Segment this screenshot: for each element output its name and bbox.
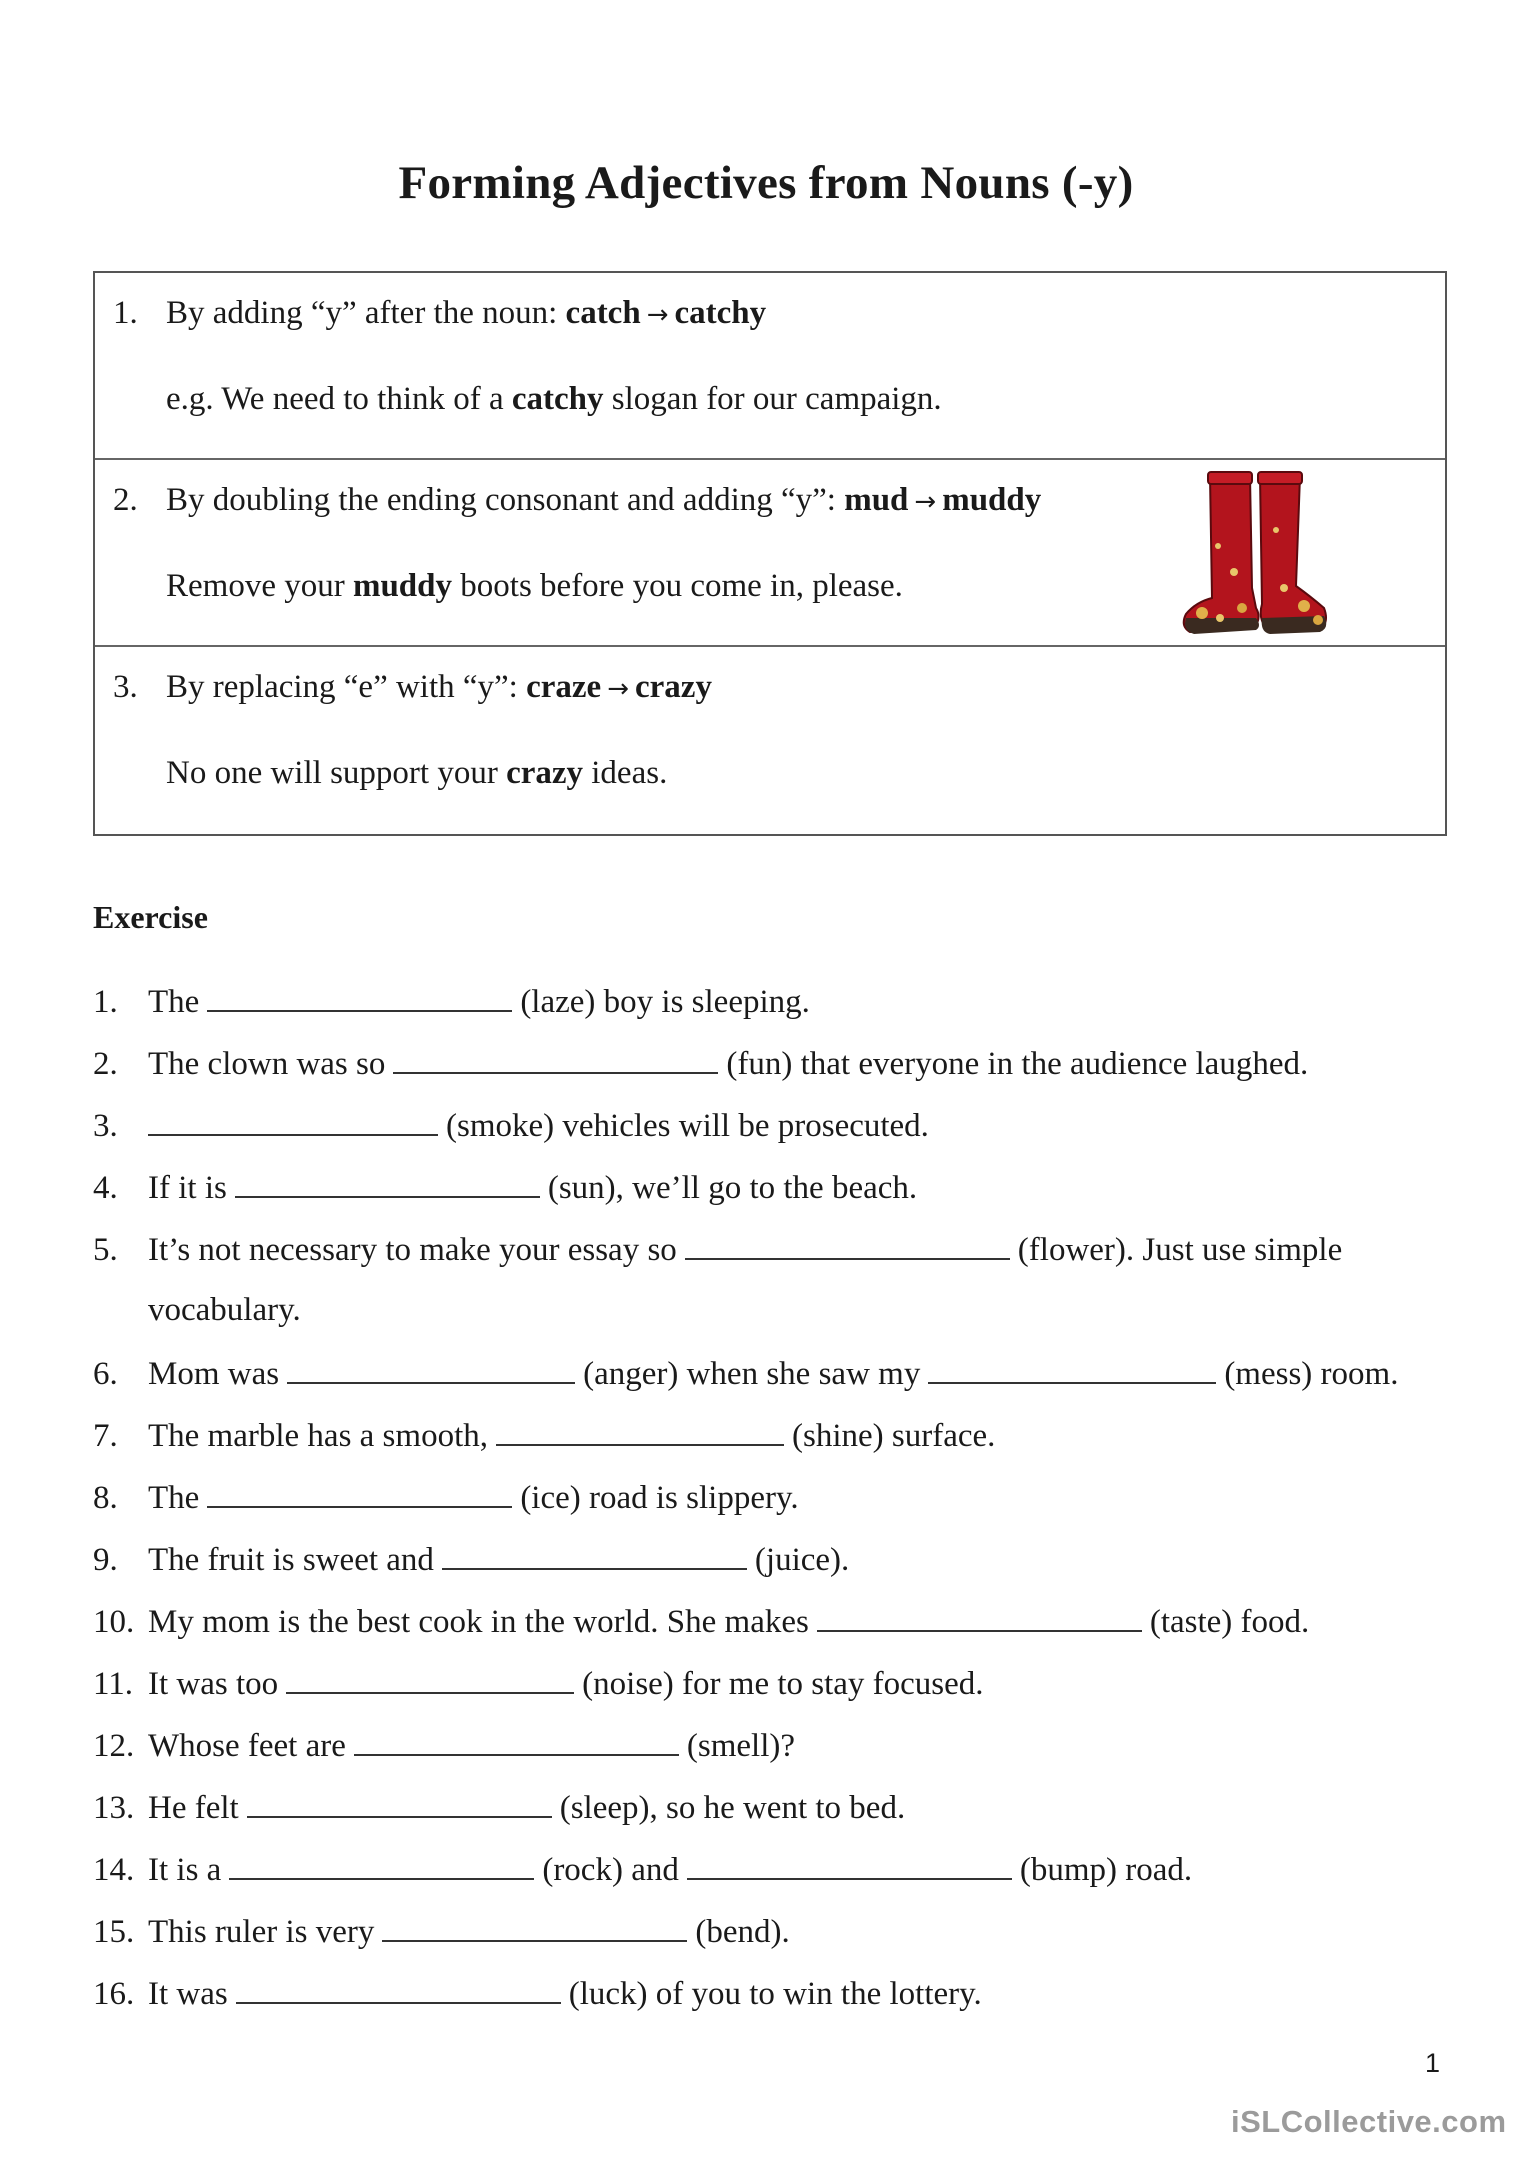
answer-blank[interactable] bbox=[687, 1850, 1012, 1880]
rule-number: 3. bbox=[113, 669, 138, 705]
rule-example bbox=[166, 755, 667, 792]
answer-blank[interactable] bbox=[685, 1230, 1010, 1260]
exercise-item bbox=[93, 1974, 982, 2013]
rule-text: By doubling the ending consonant and adding “y”: bbox=[166, 482, 845, 518]
rule-row-2 bbox=[95, 460, 1445, 647]
item-text: (sleep), so he went to bed. bbox=[559, 1790, 906, 1826]
answer-blank[interactable] bbox=[247, 1788, 552, 1818]
rule-row-3 bbox=[95, 647, 1445, 834]
rule-row-1 bbox=[95, 273, 1445, 460]
rule-example bbox=[166, 568, 903, 605]
item-number: 9. bbox=[93, 1542, 118, 1578]
item-text: It was bbox=[148, 1976, 228, 2012]
item-text: (flower). Just use simple bbox=[1017, 1232, 1343, 1268]
item-text: (sun), we’ll go to the beach. bbox=[547, 1170, 918, 1206]
example-adjective: muddy bbox=[352, 568, 453, 604]
arrow-icon: → bbox=[646, 300, 669, 330]
rule-description bbox=[113, 482, 1041, 519]
exercise-item bbox=[93, 1354, 1398, 1393]
item-number: 12. bbox=[93, 1728, 135, 1764]
item-text: It was too bbox=[148, 1666, 279, 1702]
answer-blank[interactable] bbox=[928, 1354, 1216, 1384]
exercise-item bbox=[93, 1602, 1309, 1641]
exercise-item bbox=[93, 1230, 1342, 1269]
item-number: 11. bbox=[93, 1666, 134, 1702]
item-text: (laze) boy is sleeping. bbox=[520, 984, 810, 1020]
rule-noun: mud bbox=[844, 482, 909, 518]
item-text: (mess) room. bbox=[1224, 1356, 1399, 1392]
example-text: boots before you come in, please. bbox=[452, 568, 903, 604]
item-text: (noise) for me to stay focused. bbox=[582, 1666, 984, 1702]
rule-text: By adding “y” after the noun: bbox=[166, 295, 566, 331]
item-text: If it is bbox=[148, 1170, 227, 1206]
rule-adjective: crazy bbox=[635, 669, 712, 705]
item-text: The fruit is sweet and bbox=[148, 1542, 434, 1578]
exercise-item bbox=[93, 1726, 795, 1765]
exercise-item-continued bbox=[93, 1292, 301, 1329]
arrow-icon: → bbox=[914, 487, 937, 517]
answer-blank[interactable] bbox=[207, 982, 512, 1012]
example-adjective: crazy bbox=[506, 755, 584, 791]
exercise-item bbox=[93, 1850, 1192, 1889]
answer-blank[interactable] bbox=[148, 1106, 438, 1136]
item-text: (smoke) vehicles will be prosecuted. bbox=[446, 1108, 929, 1144]
example-text: slogan for our campaign. bbox=[603, 381, 942, 417]
rule-noun: catch bbox=[565, 295, 641, 331]
exercise-item bbox=[93, 1788, 905, 1827]
item-text: The marble has a smooth, bbox=[148, 1418, 488, 1454]
rule-text: By replacing “e” with “y”: bbox=[166, 669, 527, 705]
item-number: 1. bbox=[93, 984, 118, 1020]
answer-blank[interactable] bbox=[236, 1974, 561, 2004]
item-number: 4. bbox=[93, 1170, 118, 1206]
item-number: 16. bbox=[93, 1976, 135, 2012]
answer-blank[interactable] bbox=[354, 1726, 679, 1756]
item-text: Mom was bbox=[148, 1356, 280, 1392]
exercise-item bbox=[93, 1912, 790, 1951]
item-text: (fun) that everyone in the audience laughed. bbox=[726, 1046, 1309, 1082]
rule-number: 2. bbox=[113, 482, 138, 518]
item-number: 7. bbox=[93, 1418, 118, 1454]
exercise-heading: Exercise bbox=[93, 899, 208, 935]
item-text: (anger) when she saw my bbox=[583, 1356, 921, 1392]
exercise-item bbox=[93, 982, 810, 1021]
red-boots-icon bbox=[1172, 468, 1332, 644]
item-number: 5. bbox=[93, 1232, 118, 1268]
answer-blank[interactable] bbox=[817, 1602, 1142, 1632]
item-text: It is a bbox=[148, 1852, 222, 1888]
item-text: vocabulary. bbox=[148, 1292, 301, 1328]
answer-blank[interactable] bbox=[286, 1664, 574, 1694]
item-text: This ruler is very bbox=[148, 1914, 375, 1950]
page-title: Forming Adjectives from Nouns (-y) bbox=[398, 157, 1134, 209]
item-text: It’s not necessary to make your essay so bbox=[148, 1232, 677, 1268]
rule-adjective: catchy bbox=[674, 295, 767, 331]
item-text: (shine) surface. bbox=[792, 1418, 996, 1454]
watermark: iSLCollective.com bbox=[1231, 2104, 1507, 2139]
exercise-item bbox=[93, 1416, 995, 1455]
arrow-icon: → bbox=[607, 674, 629, 704]
example-text: No one will support your bbox=[166, 755, 507, 791]
item-number: 6. bbox=[93, 1356, 118, 1392]
rule-description bbox=[113, 295, 766, 332]
answer-blank[interactable] bbox=[382, 1912, 687, 1942]
item-number: 10. bbox=[93, 1604, 135, 1640]
item-text: (juice). bbox=[754, 1542, 850, 1578]
example-text: Remove your bbox=[166, 568, 353, 604]
item-number: 14. bbox=[93, 1852, 135, 1888]
answer-blank[interactable] bbox=[393, 1044, 718, 1074]
rule-noun: craze bbox=[526, 669, 602, 705]
answer-blank[interactable] bbox=[496, 1416, 784, 1446]
rule-description bbox=[113, 669, 712, 706]
item-number: 2. bbox=[93, 1046, 118, 1082]
item-text: The bbox=[148, 1480, 200, 1516]
page-number: 1 bbox=[1425, 2048, 1441, 2078]
item-number: 15. bbox=[93, 1914, 135, 1950]
item-number: 13. bbox=[93, 1790, 135, 1826]
rule-example bbox=[166, 381, 942, 418]
example-text: e.g. We need to think of a bbox=[166, 381, 512, 417]
item-text: (luck) of you to win the lottery. bbox=[568, 1976, 982, 2012]
answer-blank[interactable] bbox=[207, 1478, 512, 1508]
answer-blank[interactable] bbox=[442, 1540, 747, 1570]
item-text: My mom is the best cook in the world. She makes bbox=[148, 1604, 809, 1640]
answer-blank[interactable] bbox=[229, 1850, 534, 1880]
item-text: (bump) road. bbox=[1019, 1852, 1193, 1888]
exercise-item bbox=[93, 1106, 929, 1145]
exercise-item bbox=[93, 1044, 1308, 1083]
rule-number: 1. bbox=[113, 295, 138, 331]
item-text: The bbox=[148, 984, 200, 1020]
item-text: Whose feet are bbox=[148, 1728, 346, 1764]
item-text: The clown was so bbox=[148, 1046, 386, 1082]
rules-table bbox=[93, 271, 1447, 836]
item-text: He felt bbox=[148, 1790, 239, 1826]
item-number: 8. bbox=[93, 1480, 118, 1516]
answer-blank[interactable] bbox=[235, 1168, 540, 1198]
answer-blank[interactable] bbox=[287, 1354, 575, 1384]
example-text: ideas. bbox=[583, 755, 668, 791]
example-adjective: catchy bbox=[511, 381, 604, 417]
exercise-item bbox=[93, 1478, 799, 1517]
item-text: (smell)? bbox=[686, 1728, 795, 1764]
item-text: (rock) and bbox=[542, 1852, 679, 1888]
item-text: (taste) food. bbox=[1149, 1604, 1310, 1640]
rule-adjective: muddy bbox=[942, 482, 1042, 518]
exercise-item bbox=[93, 1168, 917, 1207]
exercise-item bbox=[93, 1664, 984, 1703]
exercise-item bbox=[93, 1540, 849, 1579]
item-number: 3. bbox=[93, 1108, 118, 1144]
item-text: (ice) road is slippery. bbox=[520, 1480, 799, 1516]
item-text: (bend). bbox=[695, 1914, 790, 1950]
